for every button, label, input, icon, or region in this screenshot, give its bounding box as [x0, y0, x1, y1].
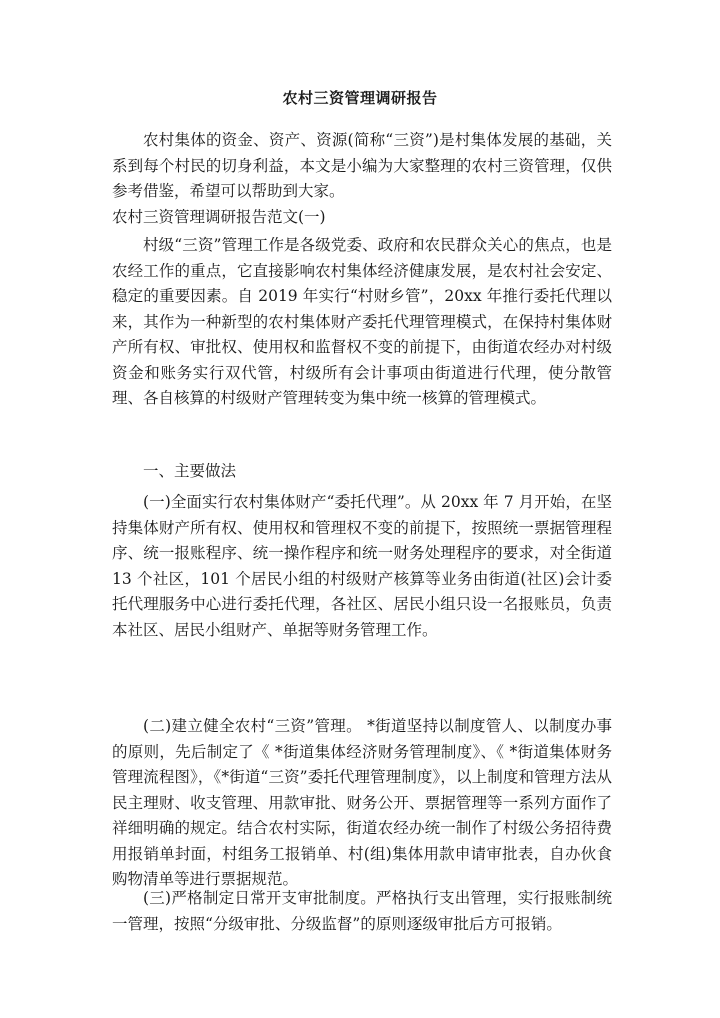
paragraph-background: 村级“三资”管理工作是各级党委、政府和农民群众关心的焦点，也是农经工作的重点，它直接影响农村集体经济健康发展，是农村社会安定、稳定的重要因素。自 2019 年实行“村财乡管”，20xx 年推行委托代理以来，其作为一种新型的农村集体财产委托代理管理模式，在保持村集体财产所有权、审批权、使用权和监督权不变的前提下，由街道农经办对村级资金和账务实行双代管，村级所有会计事项由街道进行代理，使分散管理、各自核算的村级财产管理转变为集中统一核算的管理模式。 — [112, 236, 612, 407]
paragraph-entrusted-agency: (一)全面实行农村集体财产“委托代理”。从 20xx 年 7 月开始，在坚持集体财产所有权、使用权和管理权不变的前提下，按照统一票据管理程序、统一报账程序、统一操作程序和统一财务处理程序的要求，对全街道 13 个社区，101 个居民小组的村级财产核算等业务由街道(社区)会计委托代理服务中心进行委托代理，各社区、居民小组只设一名报账员，负责本社区、居民小组财产、单据等财务管理工作。 — [112, 493, 612, 639]
paragraph-management-system: (二)建立健全农村“三资”管理。 *街道坚持以制度管人、以制度办事的原则，先后制定了《 *街道集体经济财务管理制度》、《 *街道集体财务管理流程图》，《*街道“三资”委托代理管理制度》，以上制度和管理方法从民主理财、收支管理、用款审批、财务公开、票据管理等一系列方面作了祥细明确的规定。结合农村实际，街道农经办统一制作了村级公务招待费用报销单封面，村组务工报销单、村(组)集体用款申请审批表，自办伙食购物清单等进行票据规范。 — [112, 717, 612, 888]
document-title: 农村三资管理调研报告 — [282, 89, 438, 107]
intro-paragraph: 农村集体的资金、资产、资源(简称“三资”)是村集体发展的基础，关系到每个村民的切身利益，本文是小编为大家整理的农村三资管理，仅供参考借鉴，希望可以帮助到大家。 — [112, 131, 612, 200]
paragraph-expense-approval: (三)严格制定日常开支审批制度。严格执行支出管理，实行报账制统一管理，按照“分级审批、分级监督”的原则逐级审批后方可报销。 — [112, 889, 612, 933]
subheading: 农村三资管理调研报告范文(一) — [112, 208, 326, 226]
section-heading-main-practices: 一、主要做法 — [143, 462, 237, 480]
